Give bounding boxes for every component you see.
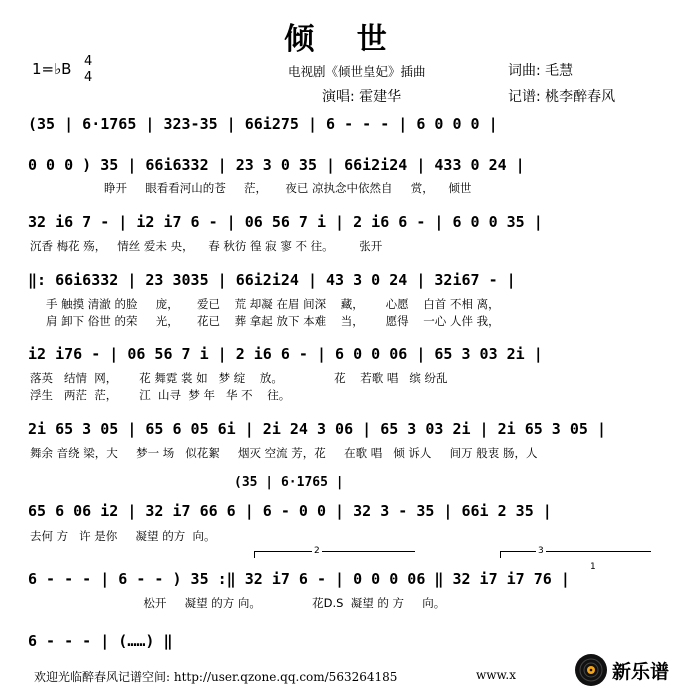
credit-transcriber: 记谱: 桃李醉春风 [508, 89, 616, 105]
key-signature: 1=♭B [32, 60, 72, 78]
score-row-8-lyrics: 松开 凝望 的方 向。 花D.S 凝望 的 方 向。 [30, 596, 446, 610]
score-row-2-notes: 0 0 0 ) 35 | 66i6332 | 23 3 0 35 | 66i2i24 | 433 0 24 | [28, 156, 525, 174]
time-signature-top: 4 [84, 54, 93, 69]
score-row-4-notes: ‖: 66i6332 | 23 3035 | 66i2i24 | 43 3 0 24 | 32i67 - | [28, 271, 516, 289]
song-title: 倾 世 [284, 22, 403, 57]
time-signature-bottom: 4 [84, 70, 93, 85]
logo-text: 新乐谱 [612, 661, 670, 683]
subtitle: 电视剧《倾世皇妃》插曲 [288, 64, 426, 79]
score-row-6-lyrics: 舞余 音绕 梁，大 梦一 场 似花絮 烟灭 空流 芳，花 在歌 唱 倾 诉人 间万 般衷 肠，人 [30, 446, 538, 460]
score-row-3-lyrics: 沉香 梅花 殇， 情丝 爱未 央， 春 秋彷 徨 寂 寥 不 往。 张开 [30, 239, 383, 253]
volta-number-3: 3 [538, 546, 544, 556]
footer-text: 欢迎光临醉春风记谱空间: http://user.qzone.qq.com/563264185 [34, 670, 398, 684]
volta-bracket-3 [500, 551, 651, 558]
score-row-8-notes: 6 - - - | 6 - - ) 35 :‖ 32 i7 6 - | 0 0 0 06 ‖ 32 i7 i7 76 | [28, 570, 570, 588]
score-row-4-lyrics-2: 肩 卸下 俗世 的荣 光， 花已 葬 拿起 放下 本难 当， 愿得 一心 人伴 我， [46, 314, 500, 328]
score-row-4-lyrics-1: 手 触摸 清澈 的脸 庞， 爱已 荒 却凝 在眉 间深 藏， 心愿 白首 不相 离， [46, 297, 500, 311]
score-row-5-lyrics-2: 浮生 两茫 茫， 江 山寻 梦 年 华 不 往。 [30, 388, 291, 402]
score-row-3-notes: 32 i6 7 - | i2 i7 6 - | 06 56 7 i | 2 i6 6 - | 6 0 0 35 | [28, 213, 543, 231]
site-logo [574, 652, 684, 688]
score-row-5-notes: i2 i76 - | 06 56 7 i | 2 i6 6 - | 6 0 0 06 | 65 3 03 2i | [28, 345, 543, 363]
vinyl-record-icon [574, 653, 608, 687]
score-row-7-lyrics: 去何 方 许 是你 凝望 的方 向。 [30, 529, 216, 543]
score-row-9-notes: 6 - - - | (……) ‖ [28, 632, 173, 650]
footer-site: www.x [476, 668, 516, 682]
score-row-7-bracket-notes: (35 | 6·1765 | [234, 475, 344, 490]
volta-number-2: 2 [314, 546, 320, 556]
score-row-6-notes: 2i 65 3 05 | 65 6 05 6i | 2i 24 3 06 | 65 3 03 2i | 2i 65 3 05 | [28, 420, 606, 438]
score-row-1-notes: (35 | 6·1765 | 323-35 | 66i275 | 6 - - - | 6 0 0 0 | [28, 115, 498, 133]
credit-lyrics-music: 词曲: 毛慧 [508, 63, 574, 79]
volta-bracket-2 [254, 551, 415, 558]
score-row-2-lyrics: 睁开 眼看看河山的苍 茫， 夜已 凉执念中依然自 赏， 倾世 [104, 181, 472, 195]
score-row-7-notes: 65 6 06 i2 | 32 i7 66 6 | 6 - 0 0 | 32 3 - 35 | 66i 2 35 | [28, 502, 552, 520]
score-row-5-lyrics-1: 落英 结情 网， 花 舞霓 裳 如 梦 绽 放。 花 若歌 唱 缤 纷乱 [30, 371, 448, 385]
credit-singer: 演唱: 霍建华 [322, 89, 402, 105]
volta-number-1: 1 [590, 562, 596, 572]
